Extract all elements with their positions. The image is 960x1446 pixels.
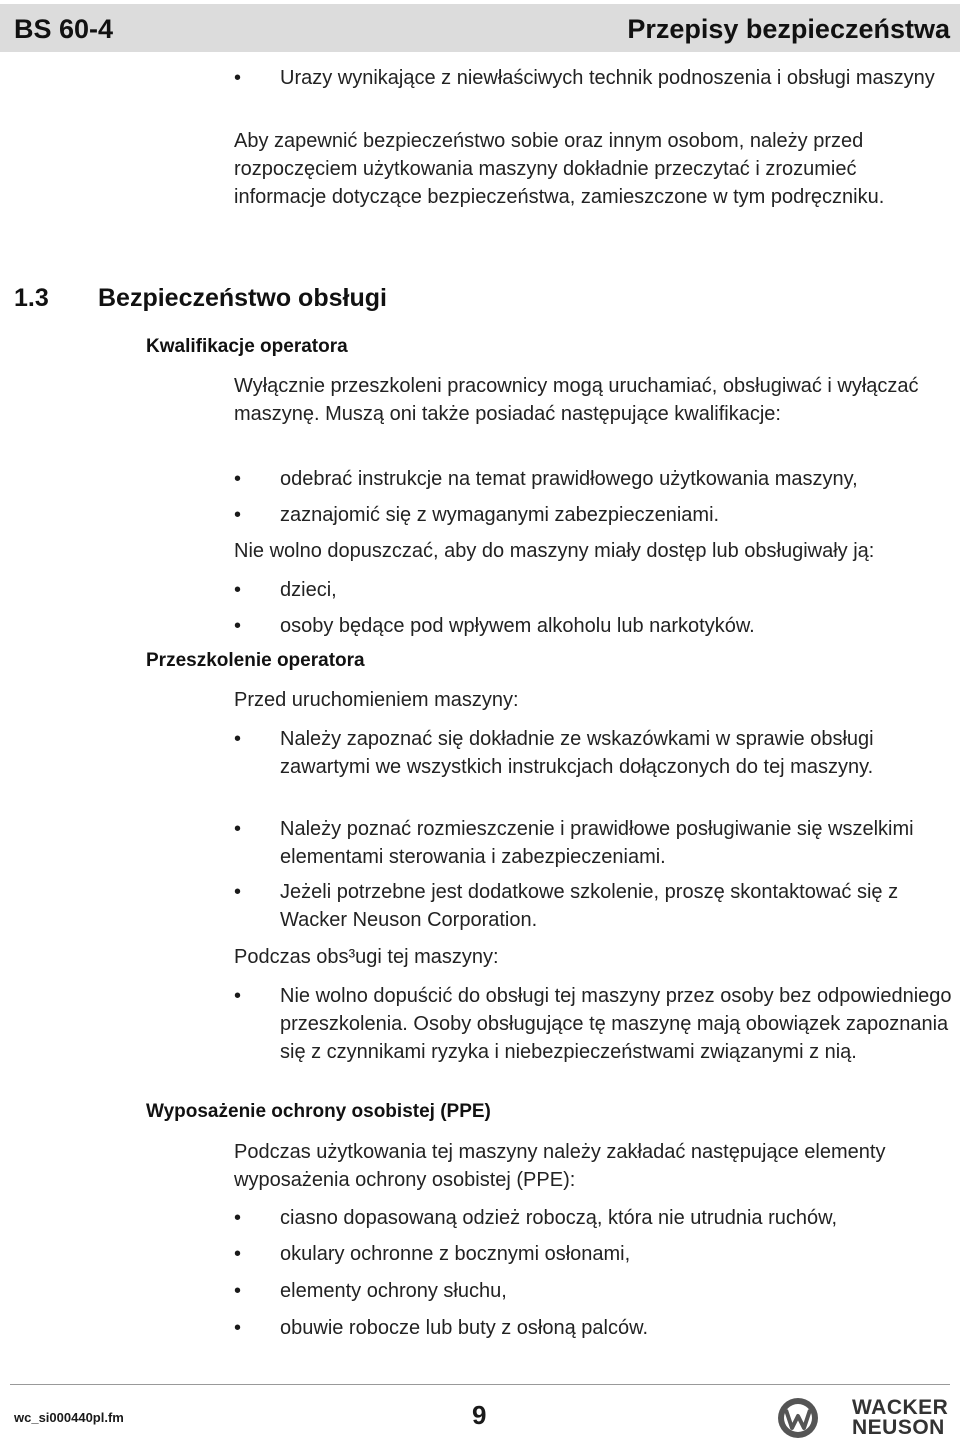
page-number: 9 xyxy=(472,1400,487,1430)
list-item: dzieci, xyxy=(280,579,337,601)
section-title: Bezpieczeństwo obsługi xyxy=(98,284,387,312)
list-item: osoby będące pod wpływem alkoholu lub narkotyków. xyxy=(280,615,755,637)
restriction-paragraph: Nie wolno dopuszczać, aby do maszyny miały dostęp lub obsługiwały ją: xyxy=(234,540,875,562)
list-item: Należy zapoznać się dokładnie ze wskazówkami w sprawie obsługi zawartymi we wszystkich instrukcjach dołączonych do tej maszyny. xyxy=(280,728,874,778)
ppe-paragraph: Podczas użytkowania tej maszyny należy zakładać następujące elementy wyposażenia ochrony osobistej (PPE): xyxy=(234,1141,886,1191)
list-item: odebrać instrukcje na temat prawidłowego użytkowania maszyny, xyxy=(280,468,858,490)
list-item: ciasno dopasowaną odzież roboczą, która nie utrudnia ruchów, xyxy=(280,1207,838,1229)
bullet-marker: • xyxy=(234,818,242,840)
ppe-heading: Wyposażenie ochrony osobistej (PPE) xyxy=(146,1101,491,1122)
bullet-marker: • xyxy=(234,504,242,526)
section-heading xyxy=(14,284,387,313)
list-item: Nie wolno dopuścić do obsługi tej maszyny przez osoby bez odpowiedniego przeszkolenia. Osoby obsługujące tę maszynę mają obowiązek zapoznania się z czynnikami ryzyka i niebezpieczeństwami związanymi z nią. xyxy=(280,985,952,1063)
list-item: elementy ochrony słuchu, xyxy=(280,1280,507,1302)
bullet-marker: • xyxy=(234,1317,242,1339)
list-item: zaznajomić się z wymaganymi zabezpieczeniami. xyxy=(280,504,720,526)
list-item: Należy poznać rozmieszczenie i prawidłowe posługiwanie się wszelkimi elementami sterowania i zabezpieczeniami. xyxy=(280,818,914,868)
list-item: Jeżeli potrzebne jest dodatkowe szkolenie, proszę skontaktować się z Wacker Neuson Corporation. xyxy=(280,881,899,931)
page-header xyxy=(0,4,960,52)
logo-line-2: NEUSON xyxy=(852,1416,945,1439)
logo-wordmark xyxy=(852,1398,948,1438)
intro-bullet: Urazy wynikające z niewłaściwych technik podnoszenia i obsługi maszyny xyxy=(280,67,935,89)
intro-paragraph: Aby zapewnić bezpieczeństwo sobie oraz innym osobom, należy przed rozpoczęciem użytkowania maszyny dokładnie przeczytać i zrozumieć informacje dotyczące bezpieczeństwa, zamieszczone w tym podręczniku. xyxy=(234,130,885,208)
wacker-neuson-logo xyxy=(776,1396,956,1442)
section-number: 1.3 xyxy=(14,284,49,312)
bullet-marker: • xyxy=(234,728,242,750)
bullet-marker: • xyxy=(234,1207,242,1229)
bullet-marker: • xyxy=(234,615,242,637)
bullet-marker: • xyxy=(234,67,242,89)
footer-filename: wc_si000440pl.fm xyxy=(14,1410,124,1425)
logo-emblem-icon xyxy=(776,1396,820,1440)
list-item: okulary ochronne z bocznymi osłonami, xyxy=(280,1243,631,1265)
logo-line-1: WACKER xyxy=(852,1396,949,1419)
model-name: BS 60-4 xyxy=(14,14,114,44)
during-label: Podczas obs³ugi tej maszyny: xyxy=(234,946,499,968)
bullet-marker: • xyxy=(234,579,242,601)
before-label: Przed uruchomieniem maszyny: xyxy=(234,689,519,711)
bullet-marker: • xyxy=(234,1243,242,1265)
training-heading: Przeszkolenie operatora xyxy=(146,650,365,671)
list-item: obuwie robocze lub buty z osłoną palców. xyxy=(280,1317,649,1339)
bullet-marker: • xyxy=(234,1280,242,1302)
bullet-marker: • xyxy=(234,985,242,1007)
qualifications-paragraph: Wyłącznie przeszkoleni pracownicy mogą uruchamiać, obsługiwać i wyłączać maszynę. Muszą oni także posiadać następujące kwalifikacje: xyxy=(234,375,919,425)
bullet-marker: • xyxy=(234,881,242,903)
footer-divider xyxy=(10,1384,950,1385)
chapter-title: Przepisy bezpieczeństwa xyxy=(627,14,950,44)
bullet-marker: • xyxy=(234,468,242,490)
qualifications-heading: Kwalifikacje operatora xyxy=(146,336,348,357)
